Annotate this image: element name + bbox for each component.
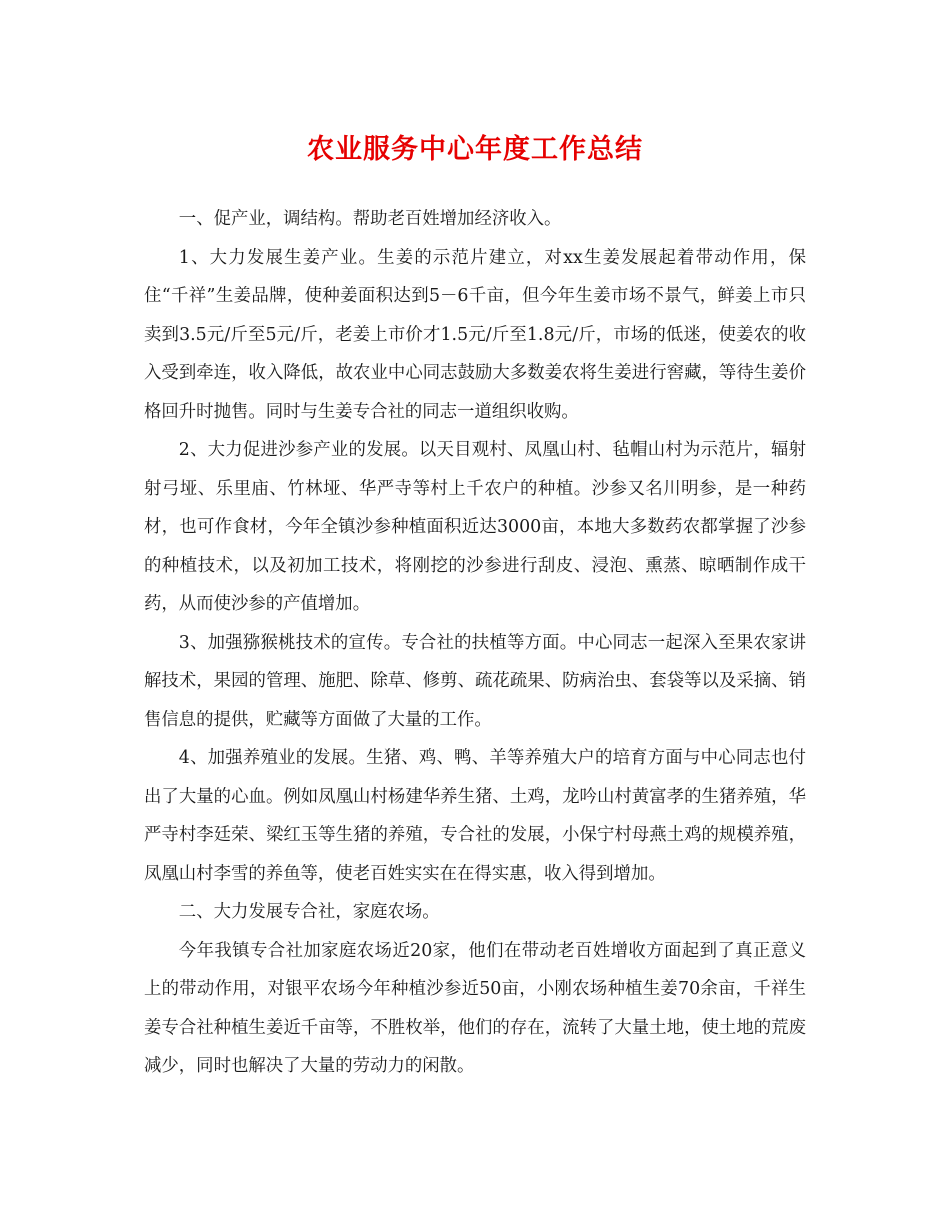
paragraph-livestock-breeding: 4、加强养殖业的发展。生猪、鸡、鸭、羊等养殖大户的培育方面与中心同志也付出了大量的心血。例如凤凰山村杨建华养生猪、土鸡，龙吟山村黄富孝的生猪养殖，华严寺村李廷荣、梁红玉等生猪的养殖，专合社的发展，小保宁村母燕土鸡的规模养殖，凤凰山村李雪的养鱼等，使老百姓实实在在得实惠，收入得到增加。 — [144, 748, 806, 884]
paragraph-section-two-heading: 二、大力发展专合社，家庭农场。 — [178, 902, 440, 922]
paragraph-kiwi-technology: 3、加强猕猴桃技术的宣传。专合社的扶植等方面。中心同志一起深入至果农家讲解技术，果园的管理、施肥、除草、修剪、疏花疏果、防病治虫、套袋等以及采摘、销售信息的提供，贮藏等方面做了大量的工作。 — [144, 632, 806, 730]
paragraph-cooperatives-farms: 今年我镇专合社加家庭农场近20家，他们在带动老百姓增收方面起到了真正意义上的带动作用，对银平农场今年种植沙参近50亩，小刚农场种植生姜70余亩，千祥生姜专合社种植生姜近千亩等，不胜枚举，他们的存在，流转了大量土地，使土地的荒废减少，同时也解决了大量的劳动力的闲散。 — [144, 940, 806, 1076]
document-title: 农业服务中心年度工作总结 — [307, 134, 643, 165]
document-body — [144, 200, 806, 1086]
paragraph-section-one-heading: 一、促产业，调结构。帮助老百姓增加经济收入。 — [178, 209, 562, 229]
paragraph-ginger-industry: 1、大力发展生姜产业。生姜的示范片建立，对xx生姜发展起着带动作用，保住“千祥”生姜品牌，使种姜面积达到5－6千亩，但今年生姜市场不景气，鲜姜上市只卖到3.5元/斤至5元/斤，老姜上市价才1.5元/斤至1.8元/斤，市场的低迷，使姜农的收入受到牵连，收入降低，故农业中心同志鼓励大多数姜农将生姜进行窖藏，等待生姜价格回升时抛售。同时与生姜专合社的同志一道组织收购。 — [144, 247, 806, 422]
paragraph-shashen-industry: 2、大力促进沙参产业的发展。以天目观村、凤凰山村、毡帽山村为示范片，辐射射弓垭、乐里庙、竹林垭、华严寺等村上千农户的种植。沙参又名川明参，是一种药材，也可作食材，今年全镇沙参种植面积近达3000亩，本地大多数药农都掌握了沙参的种植技术，以及初加工技术，将刚挖的沙参进行刮皮、浸泡、熏蒸、晾晒制作成干药，从而使沙参的产值增加。 — [144, 440, 806, 614]
